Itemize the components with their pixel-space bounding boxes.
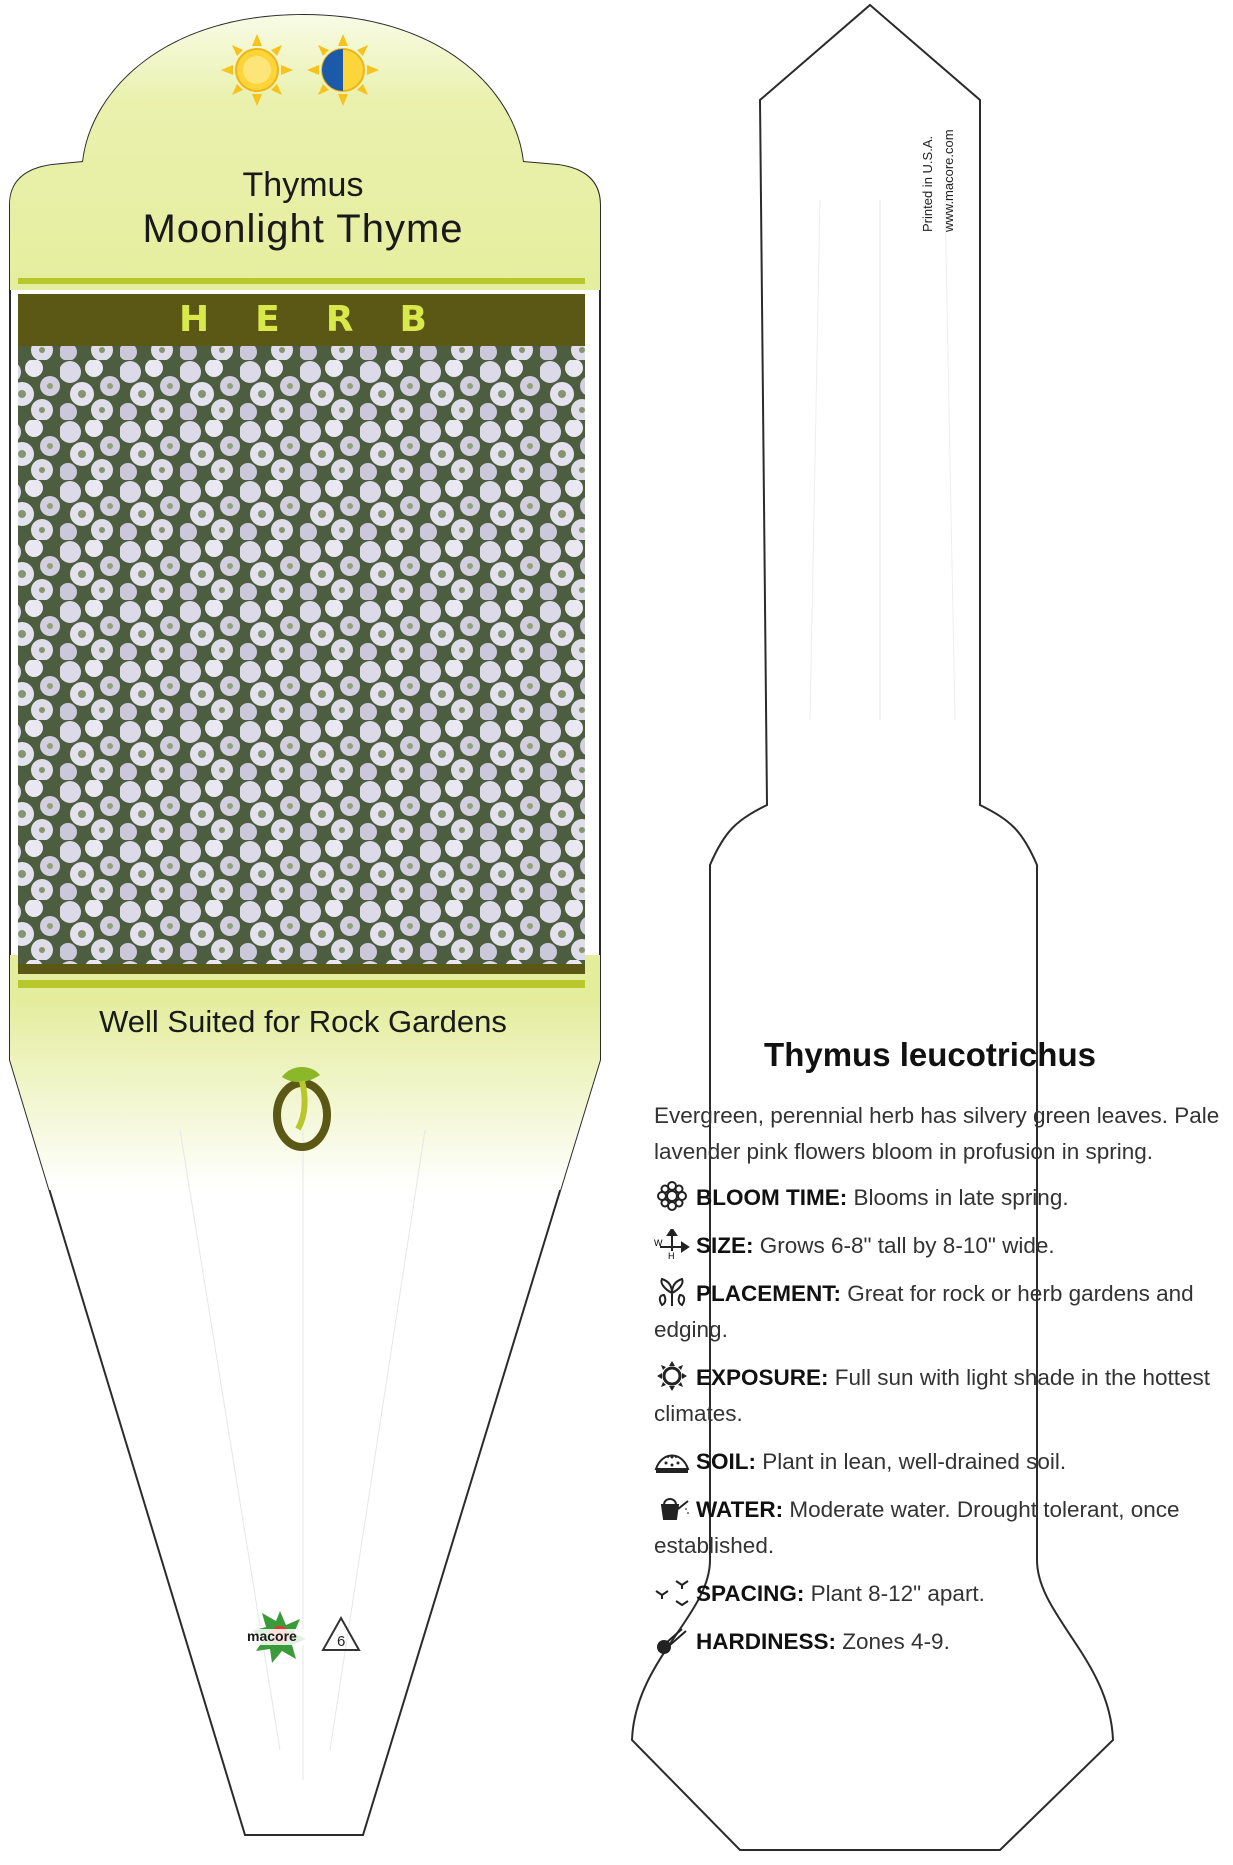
attribute-list [654, 1180, 1220, 1660]
attribute-text: Plant 8-12" apart. [804, 1581, 985, 1606]
attribute-text: Moderate water. Drought tolerant, once established. [654, 1497, 1180, 1558]
attribute-label: SOIL: [696, 1449, 756, 1474]
common-name: Moonlight Thyme [142, 207, 464, 251]
attribute-text: Blooms in late spring. [847, 1185, 1069, 1210]
front-tag [0, 0, 610, 1835]
attribute-label: SPACING: [696, 1581, 805, 1606]
attribute-text: Full sun with light shade in the hottest climates. [654, 1365, 1210, 1426]
botanical-name: Thymus leucotrichus [764, 1036, 1096, 1073]
attribute-label: WATER: [696, 1497, 784, 1522]
attribute-label: BLOOM TIME: [696, 1185, 848, 1210]
attribute-text: Great for rock or herb gardens and edging. [654, 1281, 1194, 1342]
attribute-row [654, 1276, 1220, 1348]
watering-can-icon [654, 1497, 696, 1522]
flower-icon [654, 1185, 696, 1210]
svg-text:H: H [668, 1251, 675, 1259]
tagline: Well Suited for Rock Gardens [99, 1004, 507, 1039]
attribute-label: HARDINESS: [696, 1629, 837, 1654]
size-arrows-icon [654, 1233, 696, 1258]
placement-plant-icon [654, 1281, 696, 1306]
attribute-text: Plant in lean, well-drained soil. [756, 1449, 1067, 1474]
attribute-row [654, 1492, 1220, 1564]
spacing-icon [654, 1581, 696, 1606]
attribute-text: Zones 4-9. [836, 1629, 950, 1654]
attribute-text: Grows 6-8" tall by 8-10" wide. [753, 1233, 1055, 1258]
attribute-label: EXPOSURE: [696, 1365, 829, 1390]
attribute-label: SIZE: [696, 1233, 754, 1258]
genus-name: Thymus [242, 166, 364, 204]
svg-text:W: W [654, 1238, 663, 1248]
printed-in-text: Printed in U.S.A. [920, 135, 935, 232]
category-label: HERB [179, 299, 473, 340]
attribute-row [654, 1624, 1220, 1660]
soil-icon [654, 1449, 696, 1474]
macore-brand: macore [247, 1628, 297, 1644]
recycle-code: 6 [337, 1633, 346, 1650]
attribute-row [654, 1360, 1220, 1432]
attribute-row [654, 1228, 1220, 1264]
attribute-row [654, 1576, 1220, 1612]
thermometer-icon [654, 1629, 696, 1654]
sun-icon [654, 1365, 696, 1390]
attribute-row [654, 1444, 1220, 1480]
plant-description [654, 1098, 1220, 1672]
website-text: www.macore.com [941, 129, 956, 232]
description-text: Evergreen, perennial herb has silvery green leaves. Pale lavender pink flowers bloom in profusion in spring. [654, 1103, 1220, 1164]
attribute-row [654, 1180, 1220, 1216]
attribute-label: PLACEMENT: [696, 1281, 841, 1306]
